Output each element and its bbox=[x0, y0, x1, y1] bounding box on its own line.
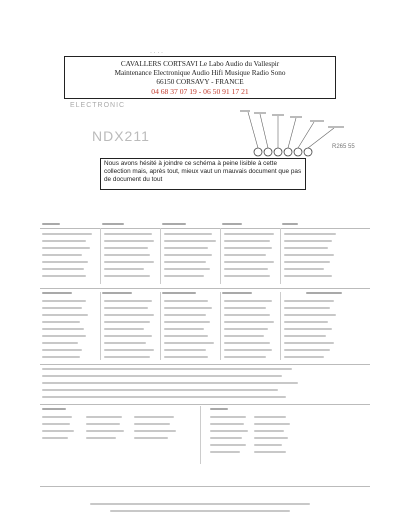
faded-model-name: NDX211 bbox=[92, 128, 150, 144]
diagram-reference: R265 55 bbox=[332, 144, 355, 150]
disclaimer-note: Nous avons hésité à joindre ce schéma à peine lisible à cette collection mais, après tout, mieux vaut un mauvais document que pas de document du tout bbox=[100, 158, 306, 190]
faded-brand-text: ELECTRONIC bbox=[70, 102, 126, 109]
workshop-name: CAVALLERS CORTSAVI Le Labo Audio du Vallespir bbox=[120, 60, 280, 68]
workshop-activity: Maintenance Electronique Audio Hifi Musique Radio Sono bbox=[114, 69, 286, 77]
scan-speckles: · · · · bbox=[150, 50, 163, 56]
workshop-address: 66150 CORSAVY - FRANCE bbox=[156, 78, 244, 86]
workshop-phone: 04 68 37 07 19 - 06 50 91 17 21 bbox=[151, 87, 249, 96]
